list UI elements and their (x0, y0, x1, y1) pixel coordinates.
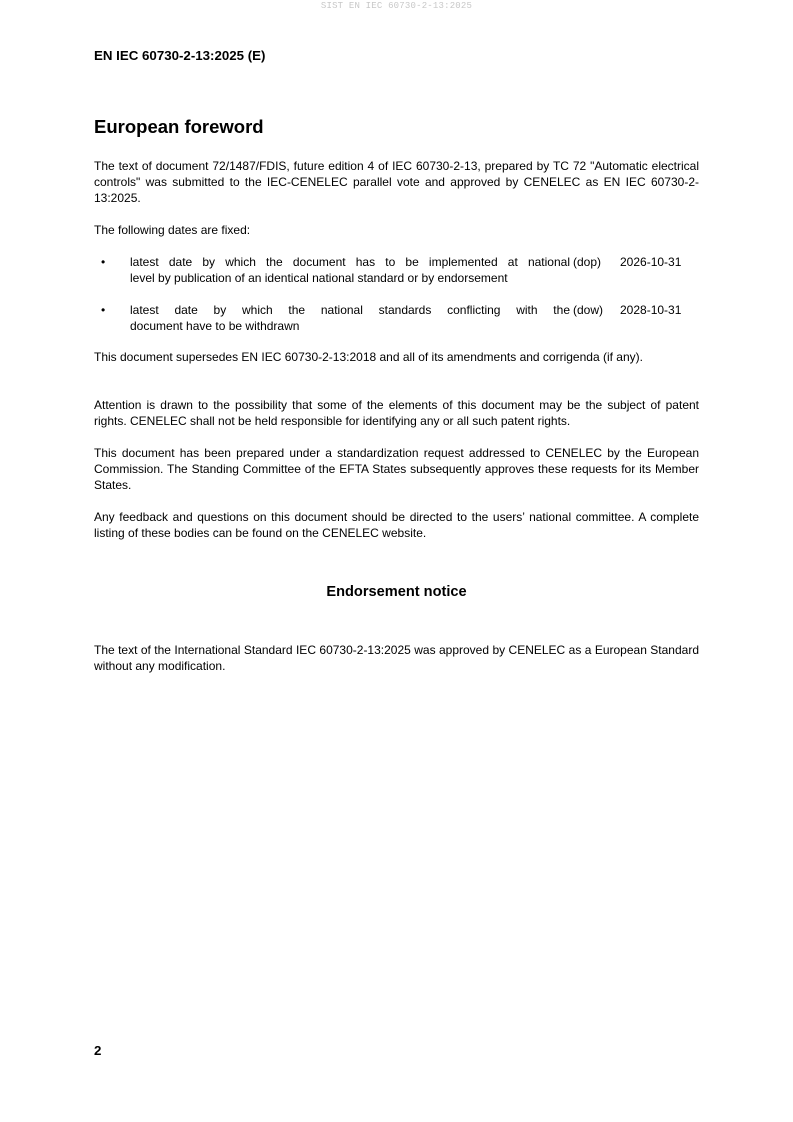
page-number: 2 (94, 1043, 102, 1058)
document-id-header: EN IEC 60730-2-13:2025 (E) (94, 48, 266, 63)
date-item-line-1: latest date by which the document has to be implemented at national (130, 255, 570, 269)
date-item-code: (dow) (573, 303, 604, 317)
date-item-line-2: document have to be withdrawn (130, 319, 300, 333)
dates-intro-paragraph: The following dates are fixed: (94, 223, 251, 237)
endorsement-title: Endorsement notice (326, 584, 467, 600)
supersedes-paragraph: This document supersedes EN IEC 60730-2-13:2018 and all of its amendments and corrigenda (if any). (94, 350, 643, 364)
foreword-title: European foreword (94, 116, 264, 137)
patent-paragraph: Attention is drawn to the possibility that some of the elements of this document may be the subject of patent rights. CENELEC shall not be held responsible for identifying any or all such patent rights. (94, 398, 699, 428)
feedback-paragraph: Any feedback and questions on this document should be directed to the users’ national committee. A complete listing of these bodies can be found on the CENELEC website. (94, 510, 699, 540)
foreword-intro-paragraph: The text of document 72/1487/FDIS, future edition 4 of IEC 60730-2-13, prepared by TC 72 "Automatic electrical controls" was submitted to the IEC-CENELEC parallel vote and approved by CENELEC as EN IEC 60730-2-13:2025. (94, 159, 699, 205)
date-item-description (130, 254, 570, 286)
bullet-icon: • (101, 255, 106, 269)
watermark: SIST EN IEC 60730-2-13:2025 (320, 1, 473, 11)
date-item-line-2: level by publication of an identical national standard or by endorsement (130, 271, 508, 285)
mandate-paragraph: This document has been prepared under a standardization request addressed to CENELEC by the European Commission. The Standing Committee of the EFTA States subsequently approves these requests for its Member States. (94, 446, 699, 492)
date-item-date: 2028-10-31 (620, 303, 682, 317)
date-item-code: (dop) (573, 255, 602, 269)
bullet-icon: • (101, 303, 106, 317)
date-item-date: 2026-10-31 (620, 255, 682, 269)
date-item-line-1: latest date by which the national standards conflicting with the (130, 303, 570, 317)
endorsement-paragraph: The text of the International Standard IEC 60730-2-13:2025 was approved by CENELEC as a European Standard without any modification. (94, 643, 699, 673)
date-item-description (130, 302, 570, 334)
